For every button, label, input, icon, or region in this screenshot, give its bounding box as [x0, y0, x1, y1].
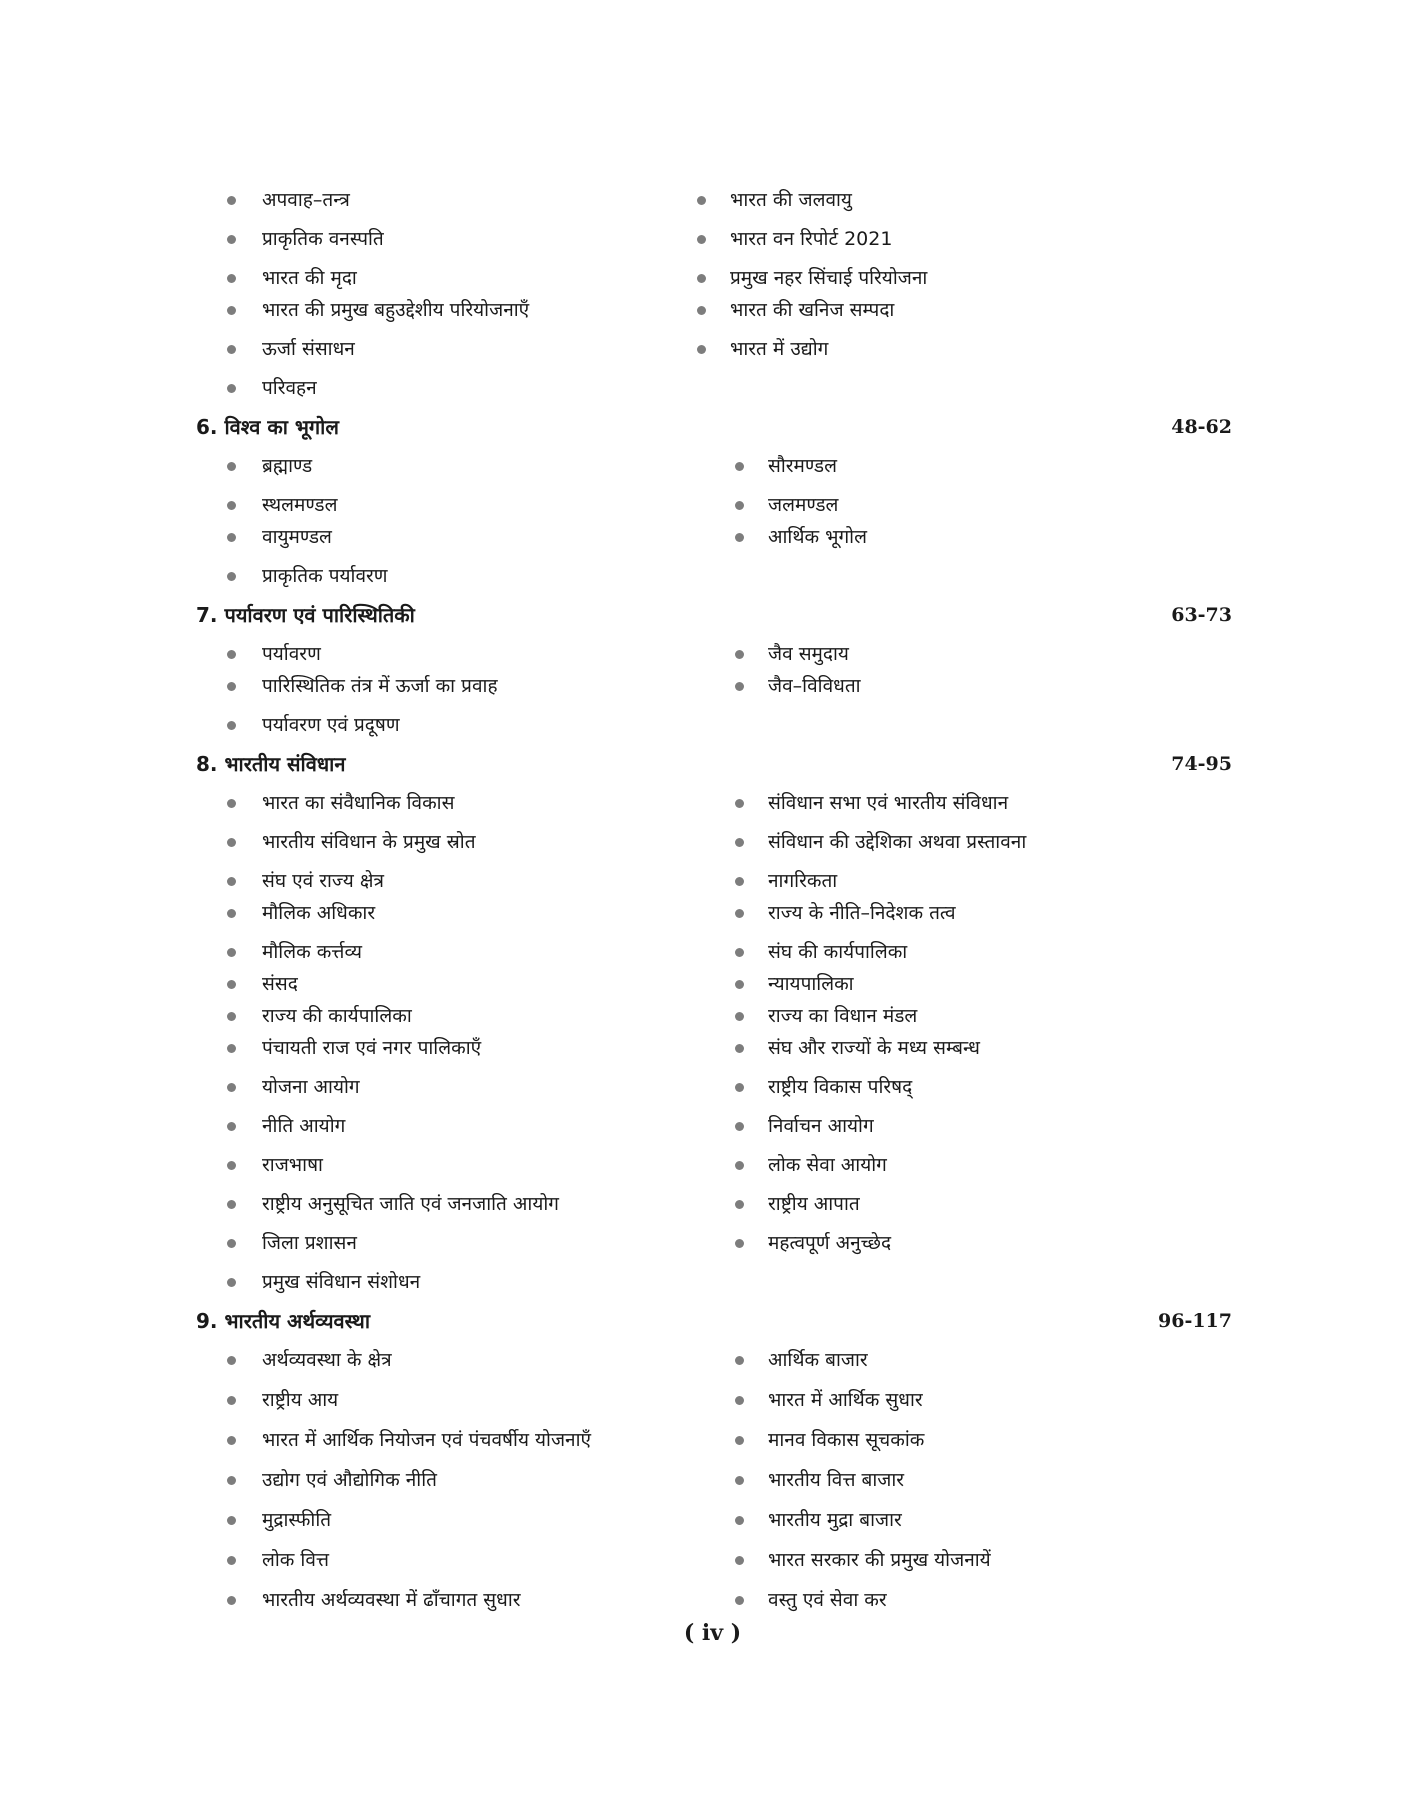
- bullet-icon: [735, 1200, 744, 1209]
- bullet-icon: [227, 980, 236, 989]
- bullet-icon: [227, 1083, 236, 1092]
- toc-topic-item: जलमण्डल: [768, 494, 839, 516]
- toc-topic-item: भारतीय संविधान के प्रमुख स्रोत: [262, 831, 476, 853]
- toc-topic-item: राजभाषा: [262, 1154, 323, 1176]
- toc-topic-item: न्यायपालिका: [768, 973, 854, 995]
- bullet-icon: [227, 682, 236, 691]
- bullet-icon: [697, 274, 706, 283]
- toc-topic-item: वायुमण्डल: [262, 526, 332, 548]
- bullet-icon: [227, 1122, 236, 1131]
- toc-topic-item: राज्य की कार्यपालिका: [262, 1005, 412, 1027]
- bullet-icon: [735, 1083, 744, 1092]
- toc-topic-item: नागरिकता: [768, 870, 838, 892]
- bullet-icon: [227, 345, 236, 354]
- bullet-icon: [227, 1239, 236, 1248]
- bullet-icon: [227, 1556, 236, 1565]
- bullet-icon: [735, 650, 744, 659]
- toc-topic-item: जिला प्रशासन: [262, 1232, 357, 1254]
- section-page-range: 96-117: [1158, 1310, 1232, 1332]
- bullet-icon: [227, 1396, 236, 1405]
- bullet-icon: [735, 1239, 744, 1248]
- toc-topic-item: पंचायती राज एवं नगर पालिकाएँ: [262, 1037, 482, 1059]
- section-heading: 6. विश्व का भूगोल: [196, 415, 339, 439]
- bullet-icon: [735, 1596, 744, 1605]
- bullet-icon: [735, 1356, 744, 1365]
- bullet-icon: [697, 306, 706, 315]
- bullet-icon: [735, 838, 744, 847]
- toc-topic-item: योजना आयोग: [262, 1076, 360, 1098]
- bullet-icon: [227, 1200, 236, 1209]
- toc-topic-item: भारत की मृदा: [262, 267, 357, 289]
- toc-topic-item: संविधान सभा एवं भारतीय संविधान: [768, 792, 1009, 814]
- bullet-icon: [735, 877, 744, 886]
- toc-topic-item: राष्ट्रीय आपात: [768, 1193, 860, 1215]
- bullet-icon: [735, 1161, 744, 1170]
- toc-topic-item: संसद: [262, 973, 298, 995]
- bullet-icon: [227, 650, 236, 659]
- toc-topic-item: भारत में आर्थिक सुधार: [768, 1389, 923, 1411]
- section-page-range: 48-62: [1171, 416, 1232, 438]
- bullet-icon: [227, 1476, 236, 1485]
- bullet-icon: [227, 799, 236, 808]
- toc-topic-item: महत्वपूर्ण अनुच्छेद: [768, 1232, 892, 1254]
- toc-topic-item: भारतीय अर्थव्यवस्था में ढाँचागत सुधार: [262, 1589, 521, 1611]
- toc-topic-item: निर्वाचन आयोग: [768, 1115, 874, 1137]
- bullet-icon: [735, 1396, 744, 1405]
- bullet-icon: [735, 1436, 744, 1445]
- toc-topic-item: प्रमुख नहर सिंचाई परियोजना: [730, 267, 928, 289]
- bullet-icon: [735, 462, 744, 471]
- bullet-icon: [697, 345, 706, 354]
- bullet-icon: [227, 196, 236, 205]
- bullet-icon: [735, 682, 744, 691]
- bullet-icon: [227, 838, 236, 847]
- bullet-icon: [735, 533, 744, 542]
- toc-topic-item: भारत की प्रमुख बहुउद्देशीय परियोजनाएँ: [262, 299, 530, 321]
- toc-topic-item: भारत की खनिज सम्पदा: [730, 299, 895, 321]
- toc-topic-item: प्रमुख संविधान संशोधन: [262, 1271, 421, 1293]
- bullet-icon: [227, 1161, 236, 1170]
- toc-topic-item: पारिस्थितिक तंत्र में ऊर्जा का प्रवाह: [262, 675, 498, 697]
- bullet-icon: [735, 501, 744, 510]
- toc-topic-item: परिवहन: [262, 377, 317, 399]
- section-heading: 8. भारतीय संविधान: [196, 752, 346, 776]
- toc-topic-item: मौलिक अधिकार: [262, 902, 376, 924]
- toc-topic-item: पर्यावरण: [262, 643, 321, 665]
- toc-topic-item: भारतीय वित्त बाजार: [768, 1469, 905, 1491]
- toc-topic-item: मानव विकास सूचकांक: [768, 1429, 925, 1451]
- bullet-icon: [227, 1596, 236, 1605]
- bullet-icon: [735, 909, 744, 918]
- toc-topic-item: संघ एवं राज्य क्षेत्र: [262, 870, 384, 892]
- toc-topic-item: भारत में आर्थिक नियोजन एवं पंचवर्षीय योजनाएँ: [262, 1429, 592, 1451]
- bullet-icon: [227, 948, 236, 957]
- bullet-icon: [735, 1516, 744, 1525]
- toc-topic-item: संविधान की उद्देशिका अथवा प्रस्तावना: [768, 831, 1027, 853]
- toc-topic-item: भारतीय मुद्रा बाजार: [768, 1509, 902, 1531]
- page-number: ( iv ): [683, 1620, 742, 1646]
- toc-topic-item: राज्य के नीति–निदेशक तत्व: [768, 902, 956, 924]
- bullet-icon: [227, 235, 236, 244]
- bullet-icon: [227, 572, 236, 581]
- bullet-icon: [227, 1436, 236, 1445]
- toc-topic-item: मुद्रास्फीति: [262, 1509, 332, 1531]
- bullet-icon: [735, 1476, 744, 1485]
- bullet-icon: [735, 1044, 744, 1053]
- toc-topic-item: भारत में उद्योग: [730, 338, 829, 360]
- toc-topic-item: राज्य का विधान मंडल: [768, 1005, 918, 1027]
- section-heading: 9. भारतीय अर्थव्यवस्था: [196, 1309, 370, 1333]
- bullet-icon: [227, 1044, 236, 1053]
- bullet-icon: [735, 1122, 744, 1131]
- section-page-range: 63-73: [1171, 604, 1232, 626]
- bullet-icon: [227, 909, 236, 918]
- toc-topic-item: उद्योग एवं औद्योगिक नीति: [262, 1469, 437, 1491]
- toc-topic-item: लोक वित्त: [262, 1549, 330, 1571]
- toc-topic-item: प्राकृतिक वनस्पति: [262, 228, 384, 250]
- bullet-icon: [227, 501, 236, 510]
- toc-topic-item: भारत का संवैधानिक विकास: [262, 792, 455, 814]
- bullet-icon: [735, 948, 744, 957]
- toc-topic-item: लोक सेवा आयोग: [768, 1154, 887, 1176]
- toc-topic-item: सौरमण्डल: [768, 455, 837, 477]
- toc-topic-item: अर्थव्यवस्था के क्षेत्र: [262, 1349, 392, 1371]
- toc-topic-item: संघ की कार्यपालिका: [768, 941, 908, 963]
- toc-topic-item: ब्रह्माण्ड: [262, 455, 313, 477]
- toc-topic-item: वस्तु एवं सेवा कर: [768, 1589, 887, 1611]
- bullet-icon: [227, 462, 236, 471]
- toc-topic-item: भारत सरकार की प्रमुख योजनायें: [768, 1549, 991, 1571]
- bullet-icon: [227, 1012, 236, 1021]
- bullet-icon: [697, 235, 706, 244]
- toc-topic-item: ऊर्जा संसाधन: [262, 338, 355, 360]
- bullet-icon: [227, 274, 236, 283]
- bullet-icon: [227, 306, 236, 315]
- toc-topic-item: अपवाह–तन्त्र: [262, 189, 350, 211]
- bullet-icon: [227, 1278, 236, 1287]
- bullet-icon: [735, 799, 744, 808]
- toc-topic-item: संघ और राज्यों के मध्य सम्बन्ध: [768, 1037, 980, 1059]
- toc-topic-item: प्राकृतिक पर्यावरण: [262, 565, 388, 587]
- toc-topic-item: पर्यावरण एवं प्रदूषण: [262, 714, 400, 736]
- bullet-icon: [227, 384, 236, 393]
- toc-topic-item: जैव–विविधता: [768, 675, 861, 697]
- bullet-icon: [227, 533, 236, 542]
- toc-topic-item: भारत की जलवायु: [730, 189, 852, 211]
- section-heading: 7. पर्यावरण एवं पारिस्थितिकी: [196, 603, 415, 627]
- bullet-icon: [735, 1556, 744, 1565]
- toc-topic-item: राष्ट्रीय आय: [262, 1389, 339, 1411]
- bullet-icon: [227, 1356, 236, 1365]
- toc-topic-item: भारत वन रिपोर्ट 2021: [730, 228, 893, 250]
- bullet-icon: [227, 877, 236, 886]
- toc-topic-item: राष्ट्रीय अनुसूचित जाति एवं जनजाति आयोग: [262, 1193, 559, 1215]
- bullet-icon: [227, 1516, 236, 1525]
- toc-topic-item: स्थलमण्डल: [262, 494, 338, 516]
- bullet-icon: [697, 196, 706, 205]
- toc-topic-item: आर्थिक बाजार: [768, 1349, 868, 1371]
- bullet-icon: [735, 1012, 744, 1021]
- toc-topic-item: राष्ट्रीय विकास परिषद्: [768, 1076, 913, 1098]
- bullet-icon: [735, 980, 744, 989]
- bullet-icon: [227, 721, 236, 730]
- toc-topic-item: नीति आयोग: [262, 1115, 346, 1137]
- toc-topic-item: जैव समुदाय: [768, 643, 849, 665]
- section-page-range: 74-95: [1171, 753, 1232, 775]
- toc-topic-item: मौलिक कर्त्तव्य: [262, 941, 362, 963]
- toc-topic-item: आर्थिक भूगोल: [768, 526, 867, 548]
